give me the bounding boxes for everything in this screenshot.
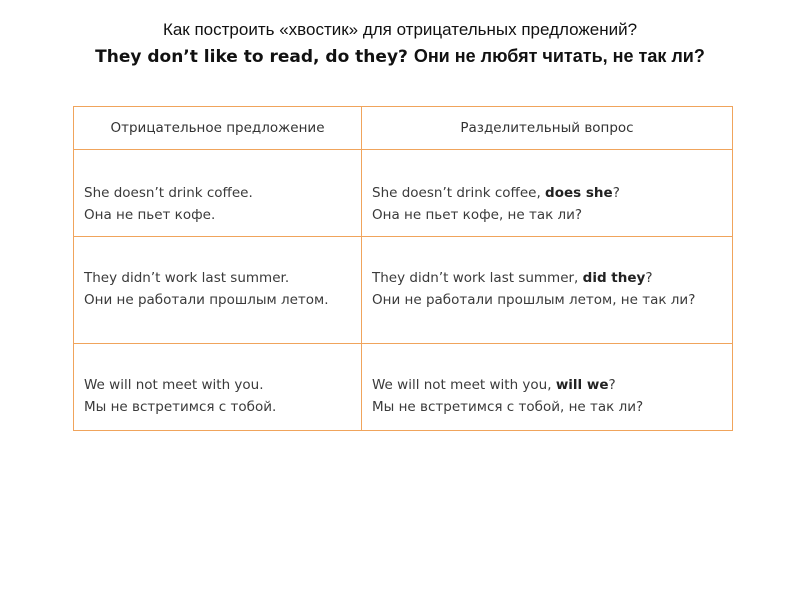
tag-russian: Она не пьет кофе, не так ли? (372, 207, 583, 223)
example-sentence-english: They don’t like to read, do they? (95, 47, 408, 67)
example-sentence-russian: Они не любят читать, не так ли? (413, 46, 705, 66)
negative-sentence-cell (74, 237, 362, 344)
tag-english-end: ? (608, 377, 616, 393)
tag-english (372, 374, 724, 396)
tag-english-base: We will not meet with you, (372, 377, 556, 393)
table-header-row (74, 107, 733, 150)
column-header-tag-question: Разделительный вопрос (362, 107, 733, 150)
negative-russian: Мы не встретимся с тобой. (84, 399, 277, 415)
tag-question-cell (362, 237, 733, 344)
tag-questions-table (73, 106, 733, 431)
table-row (74, 344, 733, 431)
example-sentence (0, 46, 800, 67)
tag-english (372, 182, 724, 204)
tag-english-tag: did they (582, 270, 646, 286)
negative-russian: Они не работали прошлым летом. (84, 292, 329, 308)
tag-english-tag: will we (555, 377, 609, 393)
tag-english (372, 267, 724, 289)
tag-russian: Мы не встретимся с тобой, не так ли? (372, 399, 644, 415)
negative-english: We will not meet with you. (84, 377, 264, 393)
negative-english: She doesn’t drink coffee. (84, 185, 253, 201)
tag-english-end: ? (645, 270, 653, 286)
tag-english-tag: does she (545, 185, 613, 201)
tag-english-base: She doesn’t drink coffee, (372, 185, 546, 201)
negative-sentence-cell (74, 150, 362, 237)
tag-english-base: They didn’t work last summer, (372, 270, 583, 286)
table-row (74, 150, 733, 237)
negative-russian: Она не пьет кофе. (84, 207, 216, 223)
table-row (74, 237, 733, 344)
column-header-negative: Отрицательное предложение (74, 107, 362, 150)
negative-english: They didn’t work last summer. (84, 270, 290, 286)
tag-russian: Они не работали прошлым летом, не так ли? (372, 292, 696, 308)
tag-english-end: ? (612, 185, 620, 201)
tag-question-cell (362, 344, 733, 431)
negative-sentence-cell (74, 344, 362, 431)
page-title: Как построить «хвостик» для отрицательных предложений? (162, 20, 638, 39)
tag-question-cell (362, 150, 733, 237)
